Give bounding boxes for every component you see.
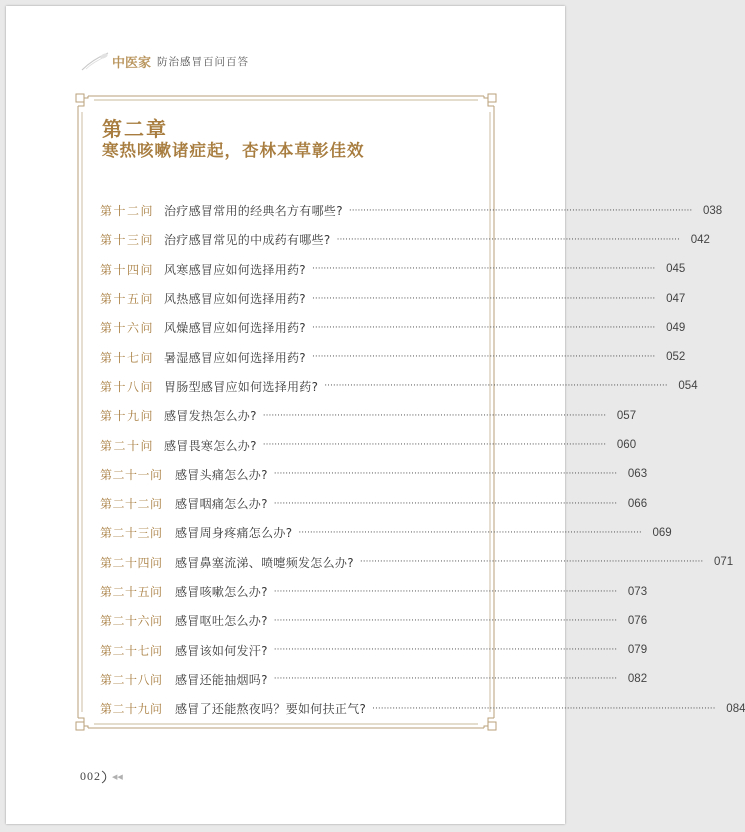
toc-page-number: 057 [616,409,637,422]
toc-dot-leader: ························································································································ [298,527,642,538]
page-number: 002 [80,769,101,783]
toc-question-number: 第二十一问 [100,467,163,482]
running-header [80,50,249,72]
toc-dot-leader: ························································································································ [311,352,656,363]
toc-question-title: 感冒鼻塞流涕、喷嚏频发怎么办? [175,555,354,570]
toc-dot-leader: ························································································································ [262,440,607,451]
toc-entry[interactable] [100,665,648,694]
toc-question-title: 感冒发热怎么办? [164,409,257,424]
toc-entry[interactable] [100,225,710,254]
toc-page-number: 054 [678,380,698,393]
toc-entry[interactable] [100,694,745,723]
toc-page-number: 047 [666,292,686,305]
toc-question-number: 第十七问 [100,350,155,365]
toc-question-title: 风燥感冒应如何选择用药? [164,321,306,336]
toc-question-number: 第十三问 [100,233,155,248]
toc-question-number: 第二十六问 [100,614,163,629]
brand-logo-text: 中医家 [112,55,152,71]
toc-dot-leader: ························································································································ [273,469,618,480]
toc-entry[interactable] [100,460,648,489]
toc-dot-leader: ························································································································ [273,615,618,626]
toc-question-title: 风热感冒应如何选择用药? [164,292,306,307]
toc-question-number: 第十四问 [100,262,155,277]
toc-question-number: 第十二问 [100,204,155,219]
chapter-number: 第二章 [102,117,168,141]
toc-page-number: 079 [627,644,648,657]
toc-question-number: 第十六问 [100,321,155,336]
toc-question-number: 第十五问 [100,292,155,307]
toc-page-number: 042 [690,233,710,246]
toc-question-title: 感冒还能抽烟吗? [175,672,268,687]
toc-question-number: 第二十五问 [100,585,163,599]
toc-question-title: 感冒咳嗽怎么办? [175,585,268,599]
toc-entry[interactable] [100,430,637,459]
toc-page-number: 076 [627,614,648,627]
toc-entry[interactable] [100,401,637,430]
toc-question-number: 第十九问 [100,409,155,424]
toc-dot-leader: ························································································································ [311,264,656,275]
toc-question-number: 第二十问 [100,438,155,453]
toc-question-title: 感冒了还能熬夜吗？要如何扶正气? [175,702,367,717]
toc-entry[interactable] [100,284,686,313]
toc-question-number: 第二十九问 [100,702,163,717]
toc-dot-leader: ························································································································ [311,293,656,304]
toc-entry[interactable] [100,635,648,664]
toc-dot-leader: ························································································································ [372,703,716,714]
double-arrow-left-icon: ◀◀ [112,772,123,781]
toc-question-title: 感冒咽痛怎么办? [175,497,268,512]
toc-dot-leader: ························································································································ [273,586,618,597]
toc-dot-leader: ························································································································ [273,645,618,656]
toc-question-title: 感冒畏寒怎么办? [164,438,257,453]
toc-question-title: 感冒周身疼痛怎么办? [175,526,293,541]
page-number-bracket-icon [101,770,109,784]
toc-question-title: 胃肠型感冒应如何选择用药? [164,379,319,394]
toc-dot-leader: ························································································································ [359,557,704,568]
toc-page-number: 073 [627,585,648,598]
series-title: 防治感冒百问百答 [157,55,250,68]
toc-page-number: 052 [666,351,686,364]
toc-entry[interactable] [100,606,648,635]
toc-dot-leader: ························································································································ [273,674,618,685]
toc-question-number: 第二十四问 [100,555,163,570]
toc-dot-leader: ························································································································ [273,498,618,509]
toc-dot-leader: ························································································································ [348,205,693,216]
toc-question-title: 治疗感冒常见的中成药有哪些? [164,233,331,248]
toc-question-title: 风寒感冒应如何选择用药? [164,262,306,277]
toc-question-title: 感冒该如何发汗? [175,643,268,658]
toc-page-number: 071 [714,556,734,569]
table-of-contents [100,196,745,723]
toc-question-number: 第二十八问 [100,672,163,687]
toc-page-number: 084 [726,702,745,715]
toc-question-title: 感冒头痛怎么办? [175,467,268,482]
toc-dot-leader: ························································································································ [324,381,668,392]
toc-question-number: 第二十二问 [100,497,163,512]
toc-entry[interactable] [100,372,698,401]
toc-page-number: 063 [627,468,648,481]
toc-page-number: 045 [666,263,686,276]
brush-logo-icon [80,50,110,72]
toc-entry[interactable] [100,489,648,518]
toc-page-number: 069 [652,526,672,539]
toc-entry[interactable] [100,548,734,577]
toc-dot-leader: ························································································································ [311,322,656,333]
toc-question-number: 第十八问 [100,379,155,394]
toc-entry[interactable] [100,577,648,606]
toc-entry[interactable] [100,518,672,547]
toc-dot-leader: ························································································································ [336,234,680,245]
toc-entry[interactable] [100,313,686,342]
toc-question-title: 暑湿感冒应如何选择用药? [164,350,306,365]
toc-dot-leader: ························································································································ [262,410,607,421]
toc-page-number: 082 [627,673,648,686]
toc-page-number: 060 [616,439,637,452]
toc-question-title: 治疗感冒常用的经典名方有哪些? [164,204,343,219]
toc-question-number: 第二十三问 [100,526,163,541]
toc-question-title: 感冒呕吐怎么办? [175,614,268,629]
toc-entry[interactable] [100,196,723,225]
toc-page-number: 038 [703,204,723,217]
chapter-title: 寒热咳嗽诸症起，杏林本草彰佳效 [102,141,365,160]
toc-page-number: 066 [627,497,648,510]
toc-question-number: 第二十七问 [100,643,163,658]
toc-entry[interactable] [100,255,686,284]
toc-entry[interactable] [100,342,686,371]
page-footer [80,769,123,784]
toc-page-number: 049 [666,321,686,334]
